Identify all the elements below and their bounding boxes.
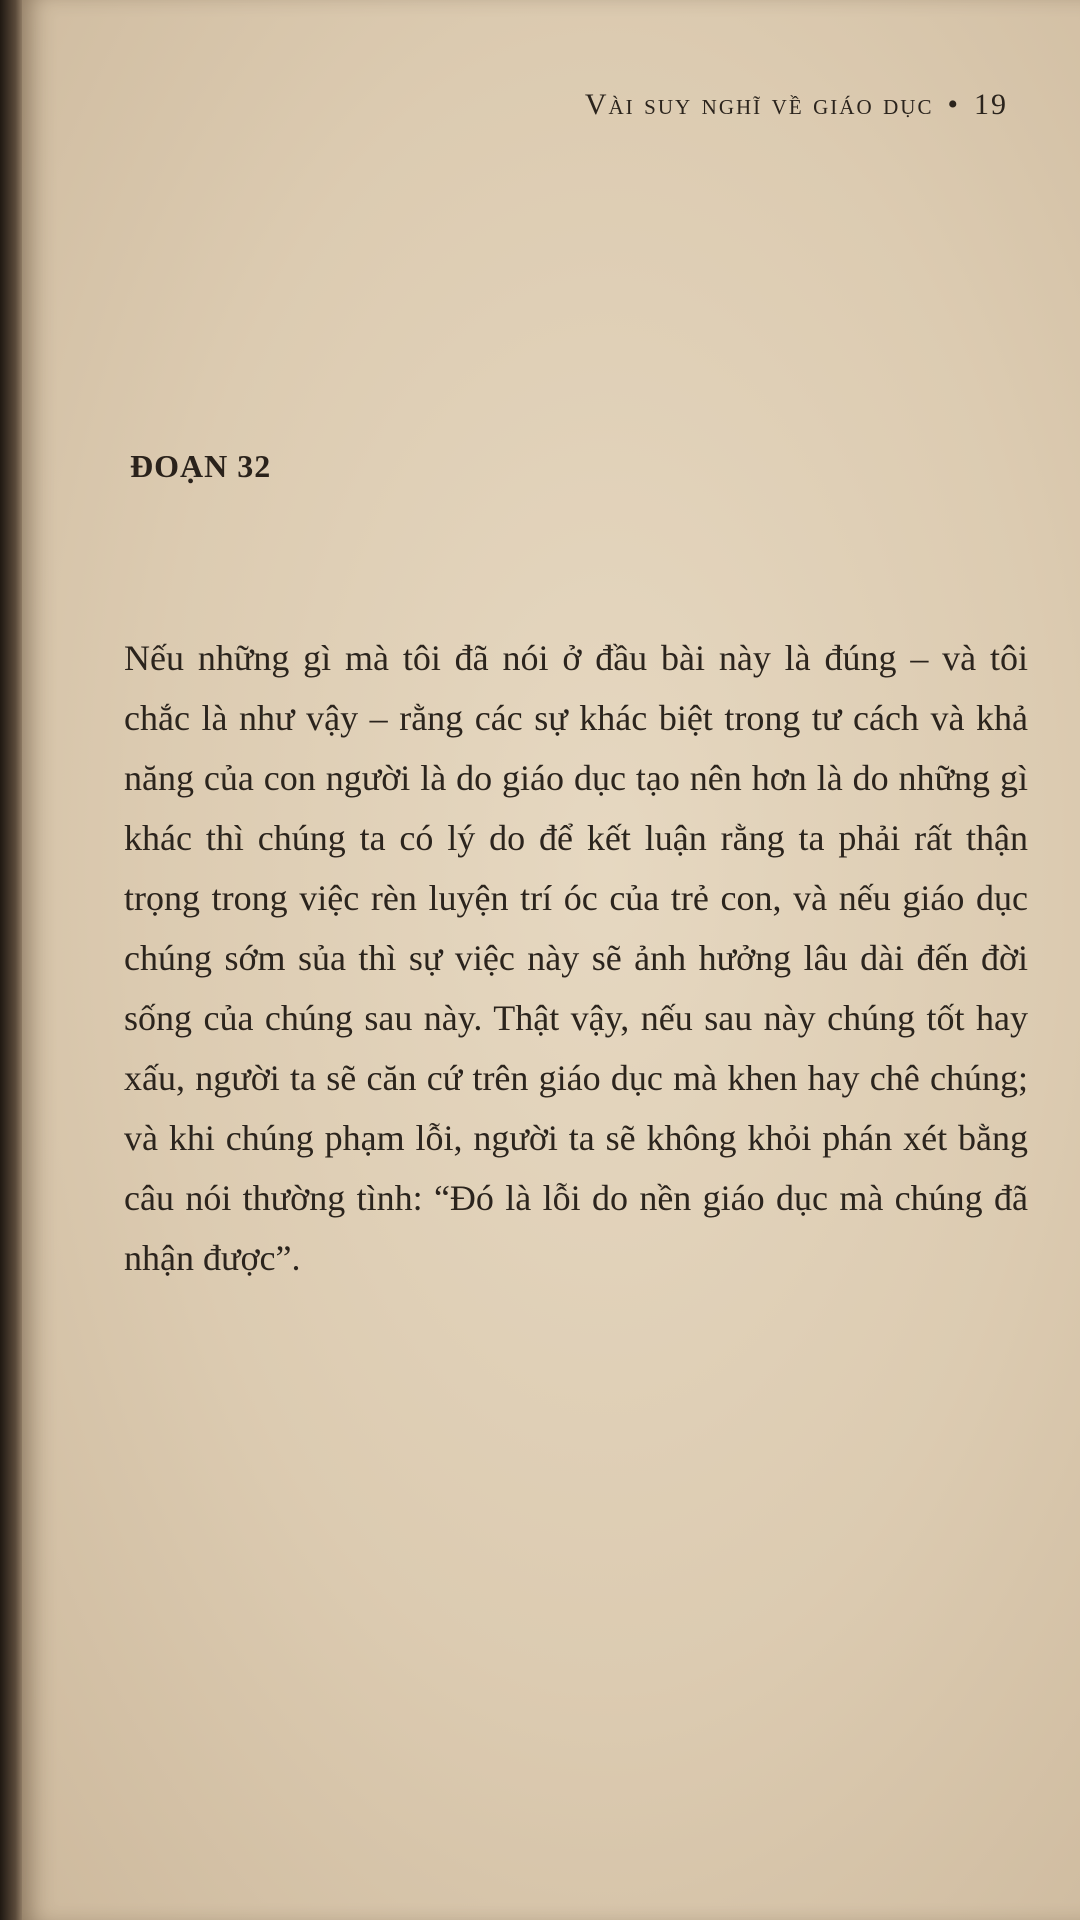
book-spine-edge <box>0 0 22 1920</box>
book-page <box>22 0 1080 1920</box>
body-paragraph: Nếu những gì mà tôi đã nói ở đầu bài này là đúng – và tôi chắc là như vậy – rằng các sự khác biệt trong tư cách và khả năng của con người là do giáo dục tạo nên hơn là do những gì khác thì chúng ta có lý do để kết luận rằng ta phải rất thận trọng trong việc rèn luyện trí óc của trẻ con, và nếu giáo dục chúng sớm sủa thì sự việc này sẽ ảnh hưởng lâu dài đến đời sống của chúng sau này. Thật vậy, nếu sau này chúng tốt hay xấu, người ta sẽ căn cứ trên giáo dục mà khen hay chê chúng; và khi chúng phạm lỗi, người ta sẽ không khỏi phán xét bằng câu nói thường tình: “Đó là lỗi do nền giáo dục mà chúng đã nhận được”. <box>124 638 1028 1278</box>
running-head <box>585 88 1008 122</box>
section-title: ĐOẠN 32 <box>130 448 272 484</box>
running-head-separator: • <box>947 88 960 121</box>
running-head-title: Vài suy nghĩ về giáo dục <box>584 88 934 121</box>
page-number: 19 <box>974 88 1008 121</box>
